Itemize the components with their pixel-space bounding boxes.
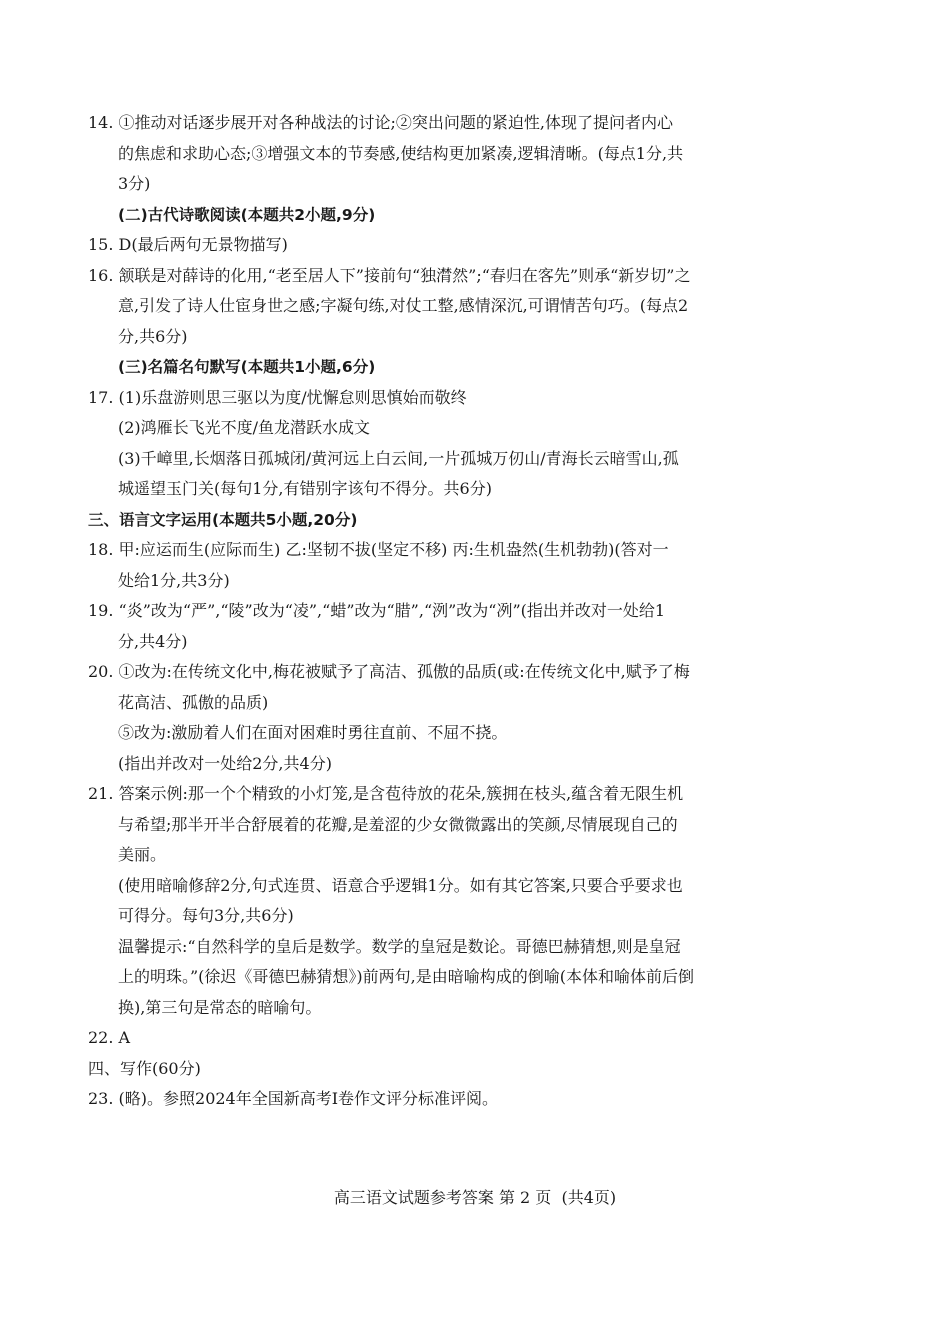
answer-line: 17. (1)乐盘游则思三驱以为度/忧懈怠则思慎始而敬终	[88, 387, 467, 407]
answer-line: 23. (略)。参照2024年全国新高考Ⅰ卷作文评分标准评阅。	[88, 1089, 499, 1108]
answer-line: 14. ①推动对话逐步展开对各种战法的讨论;②突出问题的紧迫性,体现了提问者内心	[88, 113, 674, 132]
answer-line: 花高洁、孤傲的品质)	[118, 692, 269, 712]
answer-line: 19. “炎”改为“严”,“陵”改为“凌”,“蜡”改为“腊”,“洌”改为“冽”(指出并改对一处给1	[88, 601, 666, 620]
answer-line: ⑤改为:激励着人们在面对困难时勇往直前、不屈不挠。	[118, 723, 508, 742]
answer-line: 22. A	[88, 1028, 131, 1047]
answer-line: 三、语言文字运用(本题共5小题,20分)	[88, 510, 358, 529]
answer-line: (使用暗喻修辞2分,句式连贯、语意合乎逻辑1分。如有其它答案,只要合乎要求也	[118, 875, 683, 895]
answer-line: 15. D(最后两句无景物描写)	[88, 235, 288, 254]
answer-line: (二)古代诗歌阅读(本题共2小题,9分)	[118, 205, 376, 224]
answer-line: 分,共4分)	[118, 631, 188, 651]
answer-content	[88, 108, 794, 1115]
answer-line: 分,共6分)	[118, 326, 188, 346]
answer-line: 与希望;那半开半合舒展着的花瓣,是羞涩的少女微微露出的笑颜,尽情展现自己的	[118, 814, 678, 834]
answer-line: 上的明珠。”(徐迟《哥德巴赫猜想》)前两句,是由暗喻构成的倒喻(本体和喻体前后倒	[118, 967, 694, 986]
answer-line: 3分)	[118, 174, 151, 193]
answer-line: (指出并改对一处给2分,共4分)	[118, 753, 332, 773]
answer-line: 温馨提示:“自然科学的皇后是数学。数学的皇冠是数论。哥德巴赫猜想,则是皇冠	[118, 936, 681, 956]
answer-line: 21. 答案示例:那一个个精致的小灯笼,是含苞待放的花朵,簇拥在枝头,蕴含着无限生机	[88, 784, 684, 803]
answer-line: 四、写作(60分)	[88, 1058, 201, 1078]
answer-line: 可得分。每句3分,共6分)	[118, 906, 294, 925]
answer-line: 20. ①改为:在传统文化中,梅花被赋予了高洁、孤傲的品质(或:在传统文化中,赋予了梅	[88, 662, 690, 681]
answer-line: (2)鸿雁长飞光不度/鱼龙潜跃水成文	[118, 418, 371, 437]
answer-line: (三)名篇名句默写(本题共1小题,6分)	[118, 358, 376, 376]
answer-line: 换),第三句是常态的暗喻句。	[118, 997, 322, 1017]
answer-line: 的焦虑和求助心态;③增强文本的节奏感,使结构更加紧凑,逻辑清晰。(每点1分,共	[118, 143, 684, 163]
page-footer: 高三语文试题参考答案 第 2 页 (共4页)	[333, 1188, 617, 1207]
answer-line: 美丽。	[118, 845, 167, 864]
answer-line: 城遥望玉门关(每句1分,有错别字该句不得分。共6分)	[118, 479, 492, 498]
answer-line: 18. 甲:应运而生(应际而生) 乙:坚韧不拔(坚定不移) 丙:生机盎然(生机勃勃)(答对一	[88, 540, 669, 559]
answer-line: (3)千嶂里,长烟落日孤城闭/黄河远上白云间,一片孤城万仞山/青海长云暗雪山,孤	[118, 448, 679, 468]
answer-line: 16. 颔联是对薛诗的化用,“老至居人下”接前句“独潸然”;“春归在客先”则承“新岁切”之	[88, 265, 691, 285]
answer-line: 意,引发了诗人仕宦身世之感;字凝句练,对仗工整,感情深沉,可谓情苦句巧。(每点2	[118, 296, 689, 315]
answer-line: 处给1分,共3分)	[118, 570, 230, 590]
